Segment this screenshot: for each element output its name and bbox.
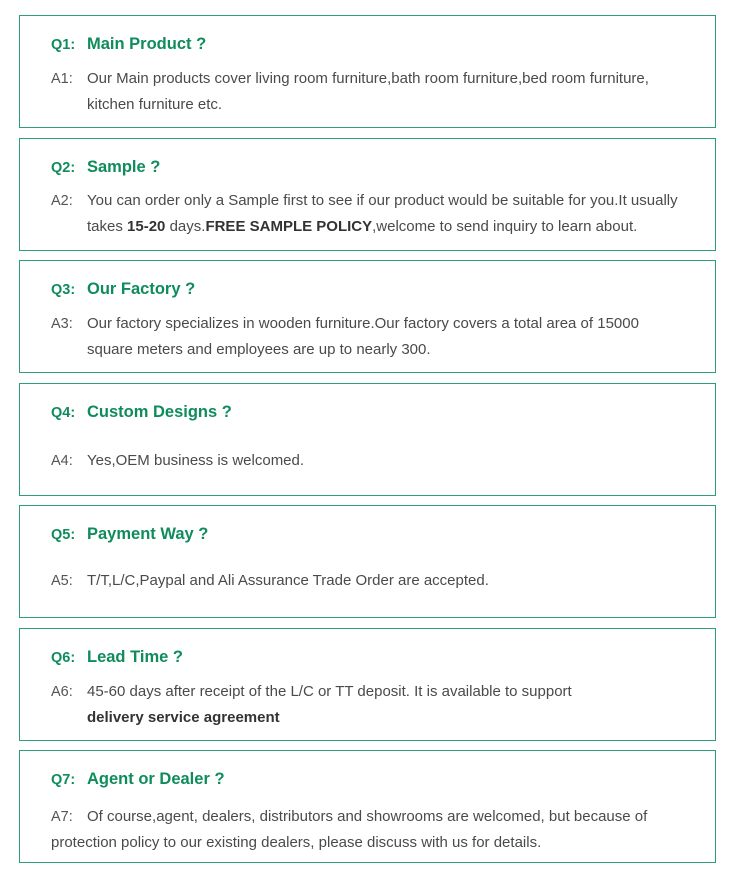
- answer-text-line1: Our factory specializes in wooden furniture.Our factory covers a total area of 15000: [87, 315, 639, 332]
- faq-card-lead-time: [19, 628, 716, 741]
- faq-card-our-factory: [19, 260, 716, 373]
- answer-text-pre: takes: [87, 217, 128, 235]
- question-label: Q5:: [51, 527, 76, 543]
- faq-question: [51, 35, 206, 54]
- answer-text-line2: square meters and employees are up to nearly 300.: [87, 341, 431, 358]
- faq-answer: [51, 66, 695, 118]
- answer-label: A6:: [51, 683, 73, 700]
- question-text: Our Factory ?: [87, 280, 196, 298]
- faq-card-payment-way: [19, 505, 716, 618]
- answer-text-line2: [51, 705, 695, 731]
- answer-text-post: ,welcome to send inquiry to learn about.: [372, 217, 638, 235]
- answer-text-line1: Yes,OEM business is welcomed.: [87, 451, 305, 469]
- question-label: Q7:: [51, 772, 76, 788]
- faq-answer: [51, 311, 695, 363]
- answer-label: A4:: [51, 452, 73, 469]
- question-label: Q2:: [51, 159, 76, 176]
- question-text: Payment Way ?: [87, 525, 209, 543]
- sample-days-highlight: 15-20: [127, 217, 166, 235]
- answer-label: A1:: [51, 71, 73, 87]
- free-sample-policy-highlight: FREE SAMPLE POLICY: [205, 217, 373, 235]
- faq-card-agent-or-dealer: [19, 750, 716, 863]
- faq-question: [51, 158, 160, 177]
- answer-label: A5:: [51, 573, 73, 589]
- question-text: Lead Time ?: [87, 647, 183, 666]
- question-label: Q3:: [51, 282, 76, 298]
- answer-text-mid: days.: [165, 217, 206, 235]
- faq-card-sample: [19, 138, 716, 251]
- answer-text-line1: Our Main products cover living room furniture,bath room furniture,bed room furniture,: [87, 70, 649, 87]
- answer-text-line1: T/T,L/C,Paypal and Ali Assurance Trade Order are accepted.: [87, 572, 489, 589]
- faq-answer: [51, 568, 695, 594]
- faq-answer: [51, 804, 695, 856]
- question-text: Main Product ?: [87, 35, 207, 53]
- faq-question: [51, 525, 208, 544]
- delivery-agreement-highlight: delivery service agreement: [87, 708, 280, 726]
- faq-card-custom-designs: [19, 383, 716, 496]
- faq-answer: [51, 448, 695, 474]
- question-text: Agent or Dealer ?: [87, 770, 225, 788]
- answer-text-line1: Of course,agent, dealers, distributors and showrooms are welcomed, but because of: [87, 808, 648, 825]
- question-label: Q1:: [51, 37, 76, 53]
- faq-question: [51, 280, 195, 299]
- question-label: Q6:: [51, 649, 76, 666]
- answer-label: A7:: [51, 809, 73, 825]
- answer-text-line1: You can order only a Sample first to see if our product would be suitable for you.It usually: [87, 191, 678, 209]
- answer-text-line2: [51, 214, 695, 240]
- question-label: Q4:: [51, 404, 76, 421]
- faq-answer: [51, 679, 695, 731]
- question-text: Custom Designs ?: [87, 402, 232, 421]
- faq-card-main-product: [19, 15, 716, 128]
- faq-answer: [51, 188, 695, 240]
- answer-text-line1: 45-60 days after receipt of the L/C or TT deposit. It is available to support: [87, 682, 572, 700]
- faq-question: [51, 648, 183, 667]
- faq-list: [19, 15, 716, 873]
- answer-text-line2: protection policy to our existing dealers, please discuss with us for details.: [51, 834, 542, 851]
- question-text: Sample ?: [87, 157, 161, 176]
- faq-question: [51, 770, 225, 789]
- answer-label: A2:: [51, 192, 73, 209]
- answer-label: A3:: [51, 316, 73, 332]
- faq-question: [51, 403, 232, 422]
- answer-text-line2: kitchen furniture etc.: [87, 96, 223, 113]
